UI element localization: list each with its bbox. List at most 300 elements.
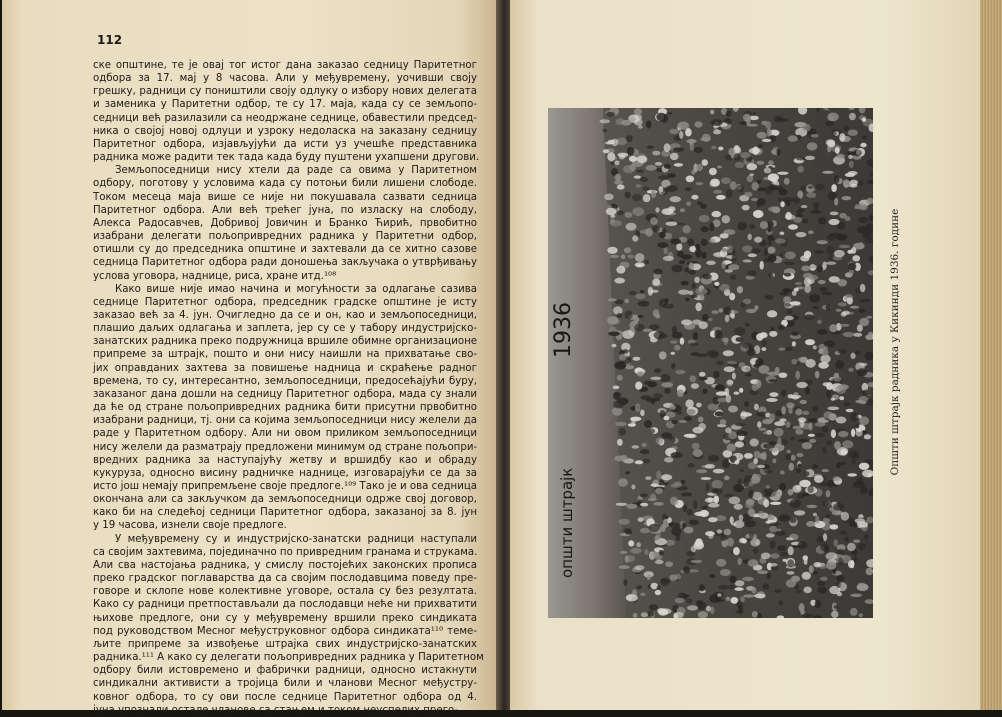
text-line: одбору, поготову у условима када су потоњи били лишени слободе. (93, 178, 477, 190)
crowd-figure (709, 222, 714, 231)
crowd-figure (748, 508, 755, 517)
crowd-figure (831, 184, 837, 192)
crowd-figure (808, 275, 818, 280)
crowd-figure (807, 142, 818, 150)
crowd-figure (724, 529, 732, 536)
crowd-figure (791, 359, 797, 365)
crowd-figure (848, 368, 854, 372)
crowd-figure (733, 484, 744, 492)
crowd-figure (844, 125, 849, 131)
crowd-figure (784, 178, 790, 185)
crowd-figure (765, 295, 774, 300)
crowd-figure (615, 174, 621, 181)
crowd-figure (732, 373, 736, 380)
crowd-figure (636, 586, 642, 590)
crowd-figure (794, 510, 805, 515)
crowd-figure (850, 608, 858, 616)
crowd-figure (809, 294, 820, 303)
crowd-figure (627, 147, 634, 156)
crowd-figure (756, 161, 764, 165)
crowd-figure (610, 255, 620, 258)
crowd-figure (649, 524, 660, 533)
crowd-figure (640, 593, 645, 596)
crowd-figure (709, 239, 715, 244)
crowd-figure (762, 139, 772, 142)
crowd-figure (857, 368, 867, 376)
crowd-figure (859, 613, 863, 617)
crowd-figure (670, 196, 681, 202)
crowd-figure (776, 531, 786, 536)
crowd-figure (699, 377, 708, 380)
crowd-figure (839, 133, 845, 142)
crowd-figure (697, 201, 703, 205)
crowd-figure (828, 255, 832, 261)
crowd-figure (838, 302, 847, 306)
crowd-figure (797, 166, 804, 173)
crowd-figure (638, 315, 644, 318)
crowd-figure (715, 385, 725, 390)
crowd-figure (646, 165, 657, 171)
crowd-figure (625, 471, 630, 474)
crowd-figure (815, 516, 819, 524)
crowd-figure (645, 228, 653, 237)
crowd-figure (626, 594, 638, 601)
crowd-figure (752, 587, 757, 594)
crowd-figure (617, 184, 625, 189)
crowd-figure (766, 572, 771, 579)
crowd-figure (713, 130, 721, 135)
crowd-figure (792, 426, 802, 429)
text-line: нису желели да разматрају предложени минимум од стране пољопри- (93, 441, 478, 453)
crowd-figure (685, 187, 692, 191)
crowd-figure (684, 267, 689, 272)
crowd-figure (709, 168, 717, 176)
crowd-figure (859, 416, 869, 425)
crowd-figure (831, 398, 835, 401)
crowd-figure (693, 449, 703, 457)
crowd-figure (796, 589, 801, 593)
crowd-figure (655, 560, 664, 564)
crowd-figure (633, 357, 641, 361)
crowd-figure (742, 245, 753, 252)
crowd-figure (826, 390, 831, 398)
crowd-figure (701, 477, 712, 480)
crowd-figure (735, 162, 744, 169)
crowd-figure (656, 533, 661, 540)
crowd-figure (779, 373, 788, 378)
crowd-figure (710, 110, 714, 115)
crowd-figure (645, 476, 651, 480)
handwritten-year (551, 302, 576, 358)
text-line: да ће од стране пољопривредних радника бити присутни првобитно (93, 402, 477, 414)
crowd-figure (826, 490, 831, 497)
crowd-figure (795, 371, 800, 380)
crowd-figure (652, 279, 660, 286)
crowd-figure (783, 296, 791, 303)
crowd-figure (619, 155, 625, 160)
crowd-figure (744, 401, 749, 407)
crowd-figure (815, 600, 822, 609)
crowd-figure (614, 393, 622, 397)
crowd-figure (730, 181, 737, 190)
crowd-figure (855, 203, 866, 209)
crowd-figure (818, 362, 829, 369)
crowd-figure (625, 555, 630, 562)
crowd-figure (711, 119, 723, 126)
crowd-figure (615, 422, 627, 426)
crowd-figure (738, 362, 745, 367)
crowd-figure (822, 292, 830, 295)
crowd-figure (721, 248, 727, 252)
crowd-figure (653, 309, 660, 317)
crowd-figure (690, 295, 697, 298)
crowd-figure (718, 585, 728, 590)
crowd-figure (766, 485, 770, 488)
text-line: припреме за штрајк, пошто и они нису наишли на прихватање сво- (93, 349, 477, 361)
crowd-figure (767, 310, 777, 317)
crowd-figure (842, 196, 852, 200)
crowd-figure (669, 129, 679, 134)
crowd-figure (671, 452, 683, 458)
crowd-figure (774, 116, 783, 123)
crowd-figure (638, 517, 644, 522)
crowd-figure (836, 309, 842, 312)
crowd-figure (660, 579, 669, 587)
crowd-figure (826, 552, 838, 560)
text-line: вредних радника за наступајућу жетву и вршидбу као и обраду (93, 454, 477, 466)
crowd-figure (766, 533, 775, 537)
crowd-figure (635, 404, 641, 412)
crowd-figure (663, 416, 669, 421)
text-line: изабрани радници, тј. они са којима земљопоседници нису желели да (93, 415, 477, 427)
crowd-figure (784, 273, 792, 277)
crowd-figure (645, 260, 649, 265)
crowd-figure (828, 117, 833, 121)
crowd-figure (798, 464, 802, 468)
crowd-figure (653, 269, 663, 275)
strike-photograph (548, 108, 873, 618)
crowd-figure (808, 434, 815, 437)
crowd-figure (619, 428, 626, 436)
crowd-figure (844, 537, 849, 542)
crowd-figure (745, 500, 754, 508)
crowd-figure (674, 345, 680, 351)
crowd-figure (804, 314, 815, 319)
crowd-figure (651, 190, 656, 199)
crowd-figure (766, 398, 778, 402)
crowd-figure (659, 550, 664, 556)
crowd-figure (768, 173, 779, 181)
crowd-figure (833, 476, 841, 481)
crowd-figure (653, 393, 663, 398)
crowd-figure (748, 490, 753, 498)
crowd-figure (669, 405, 676, 410)
crowd-figure (666, 185, 678, 192)
crowd-figure (637, 156, 647, 164)
crowd-figure (619, 354, 626, 361)
crowd-figure (652, 225, 660, 232)
crowd-figure (840, 449, 847, 456)
crowd-figure (774, 589, 781, 593)
crowd-figure (827, 234, 837, 240)
crowd-figure (638, 301, 650, 307)
crowd-figure (631, 485, 635, 490)
crowd-figure (801, 265, 810, 271)
crowd-figure (752, 611, 758, 617)
crowd-figure (739, 515, 744, 521)
crowd-figure (710, 575, 716, 578)
crowd-figure (670, 497, 678, 506)
crowd-figure (836, 234, 847, 241)
crowd-figure (634, 324, 645, 332)
crowd-figure (803, 587, 811, 594)
crowd-figure (826, 562, 836, 570)
crowd-figure (790, 518, 797, 523)
crowd-figure (625, 311, 633, 320)
crowd-figure (641, 395, 652, 400)
crowd-figure (725, 269, 733, 273)
crowd-figure (618, 478, 628, 486)
crowd-figure (831, 611, 838, 618)
crowd-figure (629, 156, 637, 162)
crowd-figure (651, 483, 658, 486)
crowd-figure (691, 546, 697, 553)
crowd-figure (822, 469, 829, 472)
crowd-figure (650, 217, 658, 225)
crowd-figure (742, 205, 750, 211)
crowd-figure (757, 465, 766, 468)
crowd-figure (698, 423, 706, 430)
crowd-figure (646, 120, 651, 128)
crowd-figure (739, 469, 744, 473)
crowd-figure (822, 500, 829, 506)
crowd-figure (719, 284, 730, 292)
crowd-figure (816, 240, 827, 244)
crowd-figure (826, 440, 832, 445)
crowd-figure (743, 259, 752, 262)
crowd-figure (658, 175, 668, 180)
crowd-figure (679, 260, 686, 264)
crowd-figure (742, 577, 754, 581)
crowd-figure (788, 489, 794, 495)
crowd-figure (699, 372, 706, 377)
crowd-figure (859, 463, 869, 470)
crowd-figure (759, 144, 763, 147)
crowd-figure (708, 318, 713, 321)
crowd-figure (626, 504, 637, 509)
crowd-figure (678, 420, 687, 423)
crowd-figure (681, 319, 692, 325)
crowd-figure (740, 412, 752, 416)
crowd-figure (769, 379, 778, 382)
crowd-figure (729, 576, 736, 583)
crowd-figure (655, 590, 661, 595)
crowd-figure (640, 177, 649, 182)
text-line: преко градског поглаварства да са својим послодавцима поведу пре- (93, 573, 477, 585)
crowd-figure (652, 151, 660, 156)
crowd-figure (860, 487, 868, 494)
crowd-figure (650, 429, 655, 433)
crowd-figure (817, 536, 824, 543)
crowd-figure (602, 128, 607, 132)
crowd-figure (632, 445, 640, 449)
crowd-figure (656, 113, 666, 121)
crowd-figure (624, 299, 629, 304)
crowd-figure (866, 568, 873, 575)
crowd-figure (723, 350, 734, 356)
crowd-figure (767, 514, 774, 520)
crowd-figure (811, 210, 821, 214)
crowd-figure (695, 538, 703, 547)
crowd-figure (779, 483, 786, 491)
crowd-figure (717, 166, 722, 169)
crowd-figure (858, 583, 866, 586)
crowd-figure (749, 148, 761, 154)
crowd-figure (696, 164, 703, 171)
crowd-figure (685, 128, 692, 136)
crowd-figure (847, 151, 856, 155)
crowd-figure (819, 565, 826, 569)
crowd-figure (677, 389, 684, 397)
crowd-figure (853, 539, 860, 543)
crowd-figure (694, 277, 700, 283)
crowd-figure (859, 318, 869, 327)
crowd-figure (686, 202, 691, 207)
crowd-figure (635, 460, 644, 464)
crowd-figure (779, 292, 788, 295)
crowd-figure (604, 194, 613, 201)
crowd-figure (701, 506, 707, 509)
crowd-figure (726, 189, 732, 198)
crowd-figure (767, 241, 772, 245)
crowd-figure (660, 608, 672, 614)
crowd-figure (689, 139, 695, 145)
crowd-figure (635, 565, 645, 570)
crowd-figure (673, 147, 685, 151)
crowd-figure (754, 594, 766, 599)
crowd-figure (680, 208, 685, 212)
crowd-figure (606, 112, 615, 117)
crowd-figure (608, 298, 617, 301)
crowd-figure (714, 330, 722, 339)
crowd-figure (698, 417, 704, 423)
crowd-figure (838, 384, 849, 389)
crowd-figure (632, 194, 642, 201)
crowd-figure (769, 413, 775, 421)
crowd-figure (824, 411, 833, 418)
paragraph (93, 283, 477, 533)
crowd-figure (664, 143, 671, 152)
crowd-figure (648, 611, 655, 617)
crowd-figure (739, 388, 743, 393)
crowd-figure (734, 504, 743, 510)
crowd-figure (838, 349, 847, 354)
crowd-figure (742, 343, 753, 349)
crowd-figure (672, 326, 677, 334)
crowd-figure (710, 179, 720, 187)
crowd-figure (839, 245, 851, 248)
crowd-figure (636, 184, 642, 188)
crowd-figure (644, 420, 652, 428)
crowd-figure (671, 238, 681, 244)
crowd-figure (753, 210, 764, 218)
crowd-figure (689, 262, 694, 269)
crowd-figure (675, 598, 685, 603)
crowd-figure (621, 455, 628, 460)
crowd-figure (822, 262, 826, 270)
crowd-figure (678, 290, 689, 295)
handwritten-1936: 1936 (551, 302, 576, 358)
crowd-figure (631, 417, 635, 425)
crowd-figure (856, 477, 863, 484)
crowd-figure (636, 170, 644, 173)
crowd-figure (713, 190, 722, 194)
crowd-figure (659, 351, 667, 359)
crowd-figure (800, 400, 807, 404)
crowd-figure (726, 110, 732, 117)
crowd-figure (620, 551, 628, 554)
crowd-figure (787, 571, 795, 575)
crowd-figure (727, 380, 733, 385)
crowd-figure (711, 488, 723, 494)
crowd-figure (744, 192, 752, 198)
crowd-figure (772, 185, 783, 190)
crowd-figure (752, 383, 759, 391)
crowd-figure (689, 343, 698, 346)
crowd-figure (791, 332, 799, 336)
crowd-figure (637, 371, 644, 376)
crowd-figure (685, 298, 689, 302)
crowd-figure (774, 428, 784, 437)
crowd-figure (705, 531, 715, 536)
crowd-figure (708, 455, 719, 462)
crowd-figure (777, 148, 781, 155)
crowd-figure (787, 559, 794, 567)
crowd-figure (685, 399, 693, 408)
crowd-figure (735, 441, 744, 447)
crowd-figure (724, 307, 732, 315)
crowd-figure (792, 395, 799, 400)
crowd-figure (858, 543, 865, 550)
crowd-figure (705, 498, 716, 503)
crowd-figure (745, 367, 750, 371)
text-line: седнице Паритетног одбора, председник градске општине је исту (93, 296, 477, 308)
crowd-figure (862, 390, 872, 396)
crowd-figure (632, 207, 644, 216)
crowd-figure (649, 324, 660, 329)
crowd-figure (751, 198, 758, 201)
crowd-figure (777, 545, 786, 551)
crowd-figure (805, 156, 815, 160)
crowd-figure (727, 361, 737, 364)
crowd-figure (805, 359, 815, 368)
crowd-figure (826, 262, 836, 265)
crowd-figure (834, 441, 841, 450)
crowd-figure (813, 571, 818, 575)
crowd-figure (748, 234, 752, 240)
crowd-figure (735, 460, 740, 464)
crowd-figure (617, 210, 624, 215)
crowd-figure (654, 368, 661, 373)
crowd-figure (791, 455, 796, 461)
text-line: радника може радити тек тада када буду пуштени ухапшени другови. (93, 152, 480, 164)
crowd-figure (612, 407, 622, 416)
crowd-figure (854, 351, 860, 355)
crowd-figure (834, 376, 841, 382)
crowd-figure (737, 222, 747, 230)
crowd-figure (787, 309, 793, 314)
crowd-figure (722, 261, 726, 270)
